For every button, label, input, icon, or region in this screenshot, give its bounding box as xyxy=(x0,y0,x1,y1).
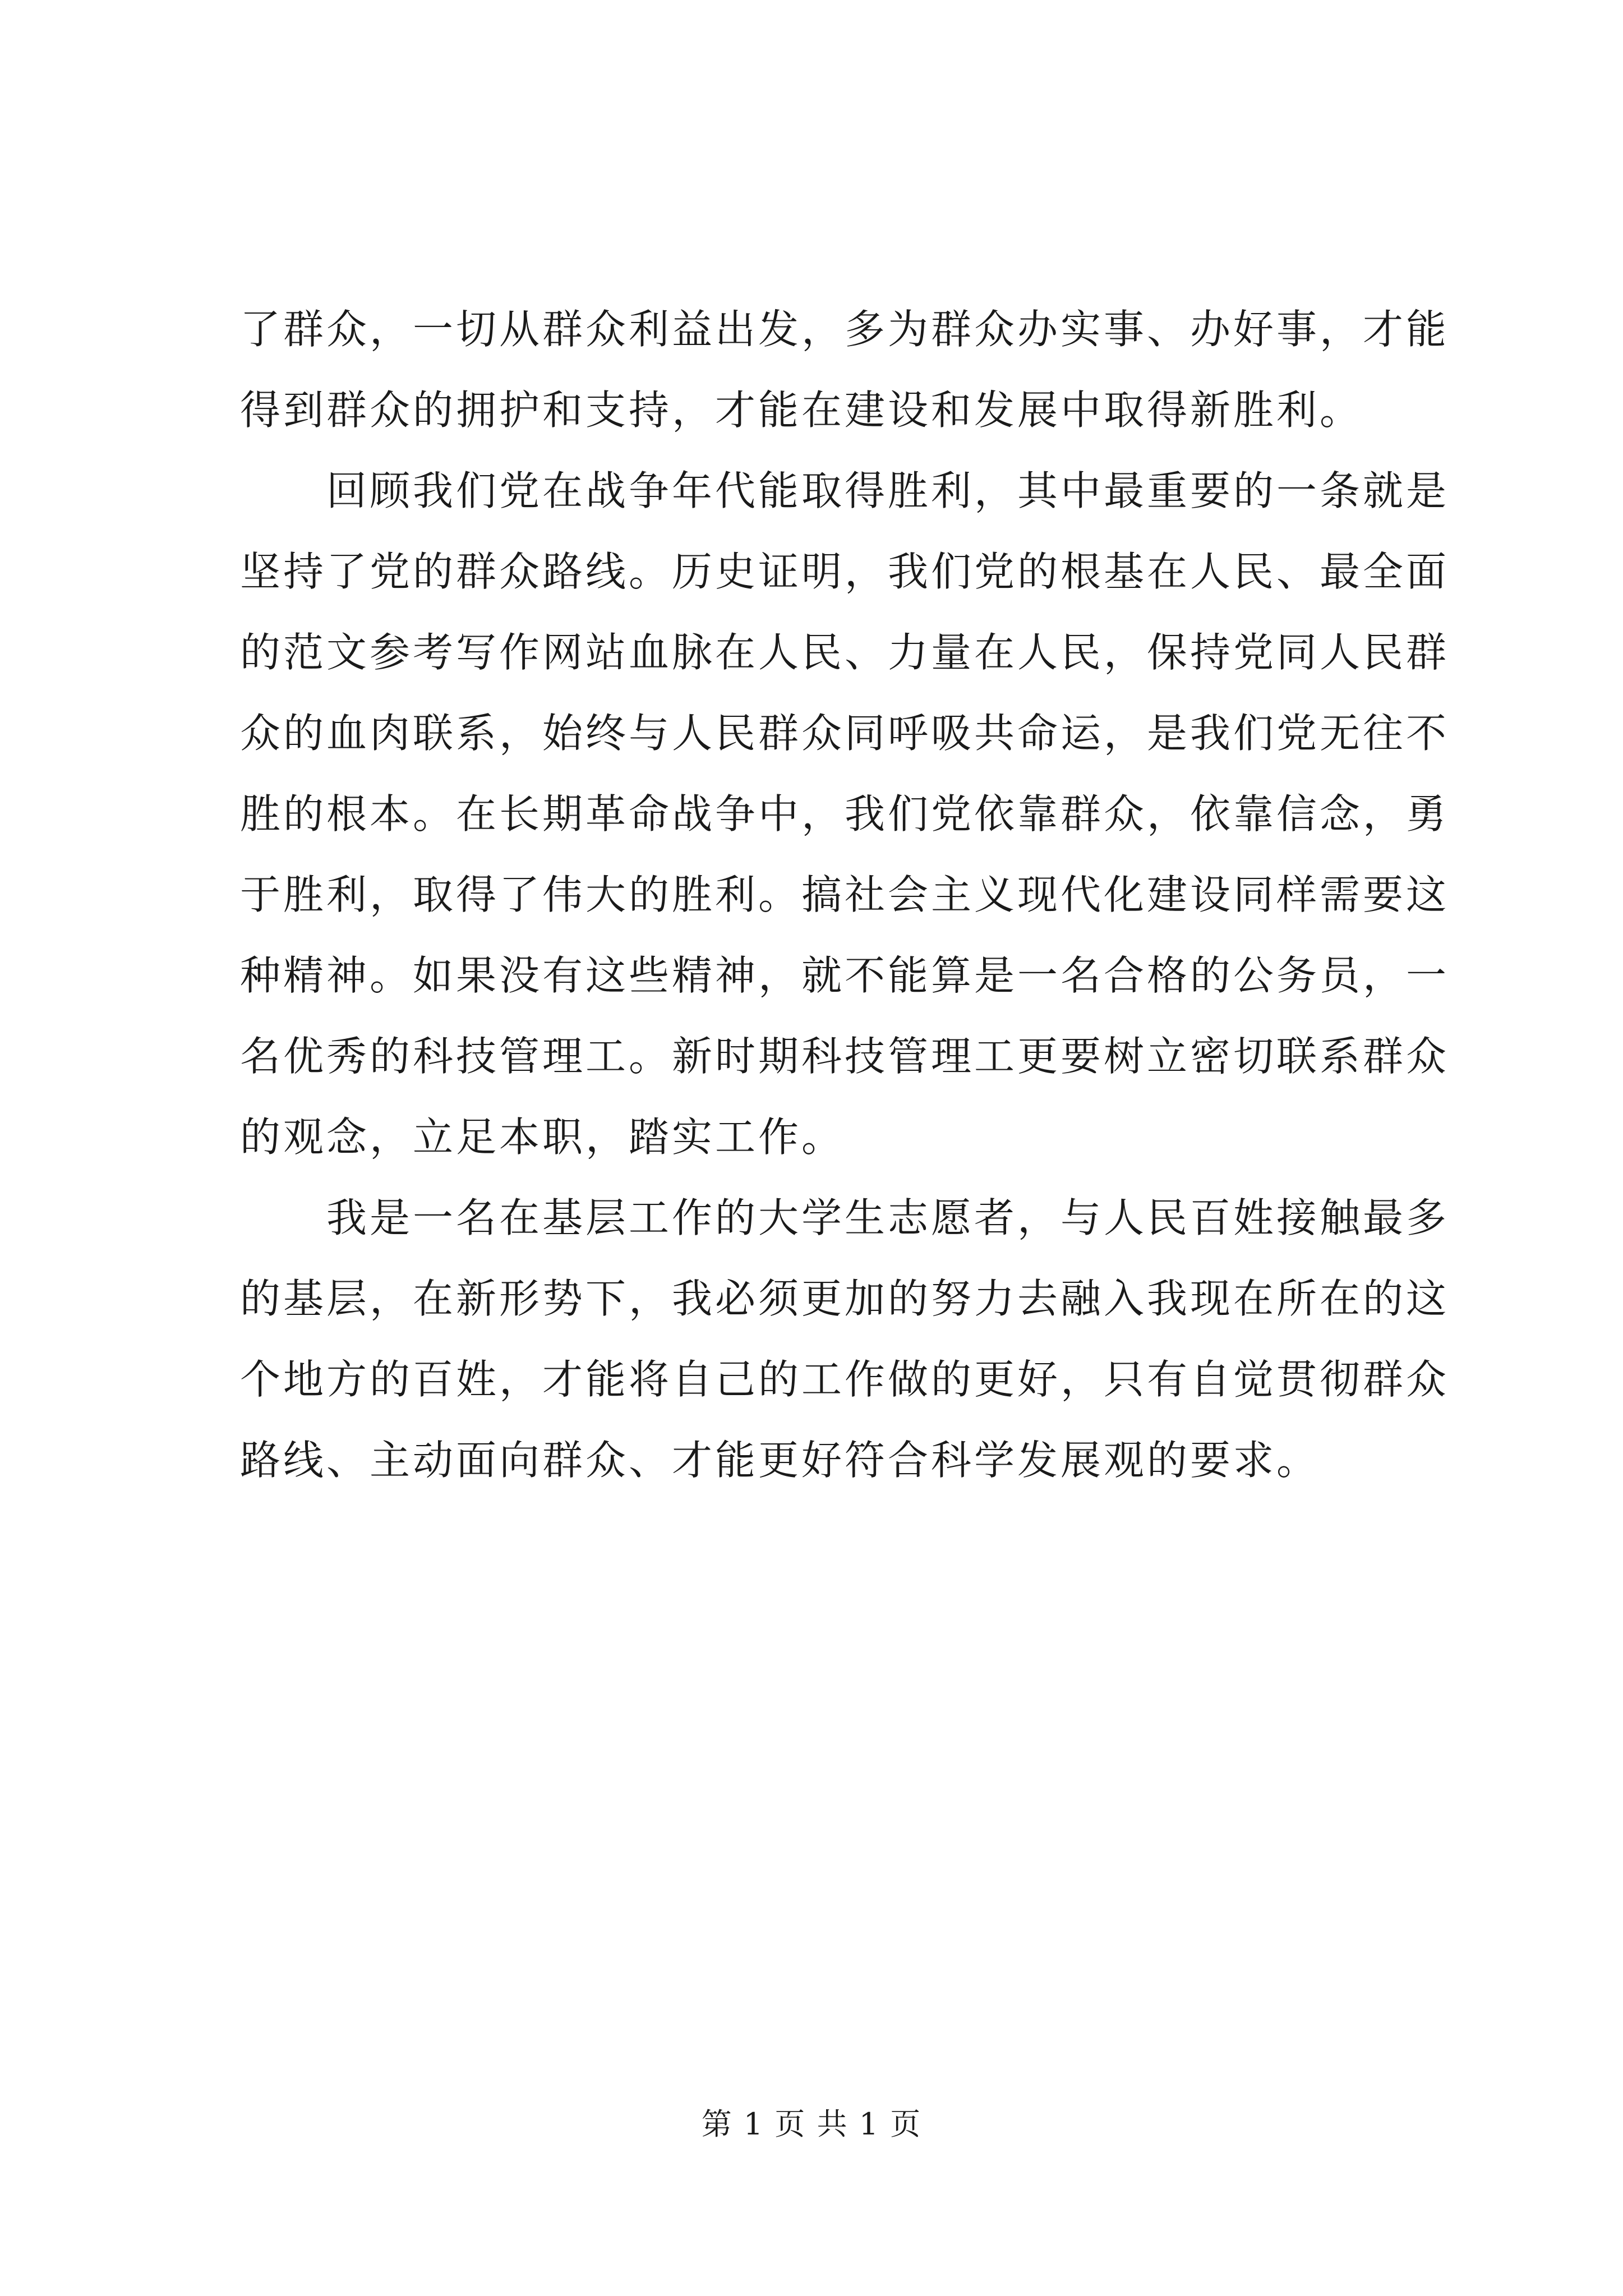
text-line: 个地方的百姓，才能将自己的工作做的更好，只有自觉贯彻群众 xyxy=(240,1356,1450,1403)
text-line: 了群众，一切从群众利益出发，多为群众办实事、办好事，才能 xyxy=(240,306,1450,353)
text-line: 回顾我们党在战争年代能取得胜利，其中最重要的一条就是 xyxy=(240,467,1450,514)
text-line: 坚持了党的群众路线。历史证明，我们党的根基在人民、最全面 xyxy=(240,548,1450,595)
text-line: 的观念，立足本职，踏实工作。 xyxy=(240,1114,845,1161)
text-line: 的基层，在新形势下，我必须更加的努力去融入我现在所在的这 xyxy=(240,1275,1450,1322)
text-line: 我是一名在基层工作的大学生志愿者，与人民百姓接触最多 xyxy=(240,1194,1450,1241)
text-line: 得到群众的拥护和支持，才能在建设和发展中取得新胜利。 xyxy=(240,386,1363,434)
page-number-footer: 第 1 页 共 1 页 xyxy=(701,2106,922,2142)
text-line: 名优秀的科技管理工。新时期科技管理工更要树立密切联系群众 xyxy=(240,1033,1450,1080)
text-line: 种精神。如果没有这些精神，就不能算是一名合格的公务员，一 xyxy=(240,952,1450,999)
text-line: 的范文参考写作网站血脉在人民、力量在人民，保持党同人民群 xyxy=(240,629,1450,676)
text-line: 于胜利，取得了伟大的胜利。搞社会主义现代化建设同样需要这 xyxy=(240,871,1450,918)
text-line: 胜的根本。在长期革命战争中，我们党依靠群众，依靠信念，勇 xyxy=(240,790,1450,838)
document-body xyxy=(240,289,1450,1501)
text-line: 众的血肉联系，始终与人民群众同呼吸共命运，是我们党无往不 xyxy=(240,710,1450,757)
text-line: 路线、主动面向群众、才能更好符合科学发展观的要求。 xyxy=(240,1437,1320,1484)
